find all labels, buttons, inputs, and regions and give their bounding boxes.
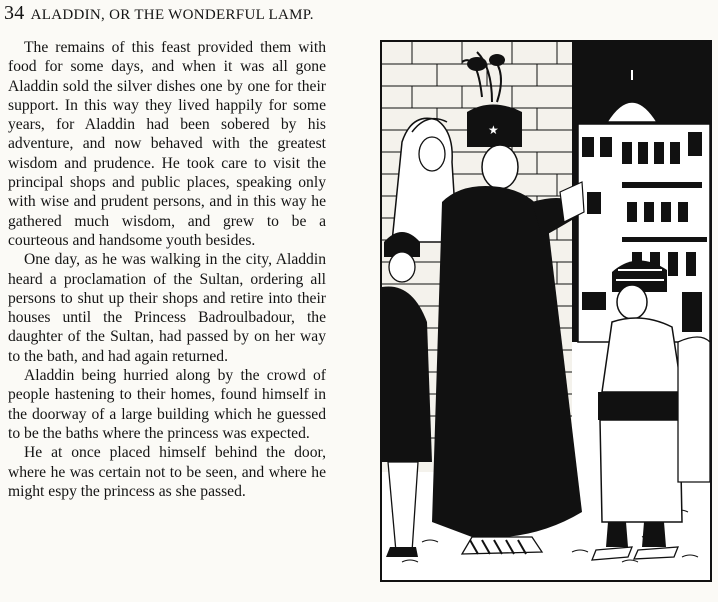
body-text: [8, 38, 326, 501]
paragraph: One day, as he was walking in the city, Aladdin heard a proclamation of the Sultan, ordering all persons to shut up their shops and retire into their houses until the Princess Badroulbadour, the daughter of the Sultan, had passed by on her way to the bath, and had again returned.: [8, 251, 326, 365]
illustration-frame: [380, 40, 712, 582]
paragraph: The remains of this feast provided them with food for some days, and when it was all gone Aladdin sold the silver dishes one by one for their support. In this way they lived happily for some years, for Aladdin had been sobered by his adventure, and now behaved with the greatest wisdom and prudence. He took care to visit the principal shops and public places, speaking only with wise and prudent persons, and in this way he gathered much wisdom, and grew to be a courteous and handsome youth besides.: [8, 39, 326, 249]
paragraph: He at once placed himself behind the door, where he was certain not to be seen, and where he might espy the princess as she passed.: [8, 444, 326, 500]
paragraph: Aladdin being hurried along by the crowd of people hastening to their homes, found himself in the doorway of a large building which he guessed to be the baths where the princess was expected.: [8, 367, 326, 442]
page-number: 34: [4, 2, 25, 24]
running-header: [4, 2, 314, 25]
running-title: ALADDIN, OR THE WONDERFUL LAMP.: [30, 7, 314, 23]
street-scene-illustration: [382, 42, 710, 580]
star-icon: ★: [488, 123, 499, 137]
right-background-figure: [678, 337, 710, 482]
